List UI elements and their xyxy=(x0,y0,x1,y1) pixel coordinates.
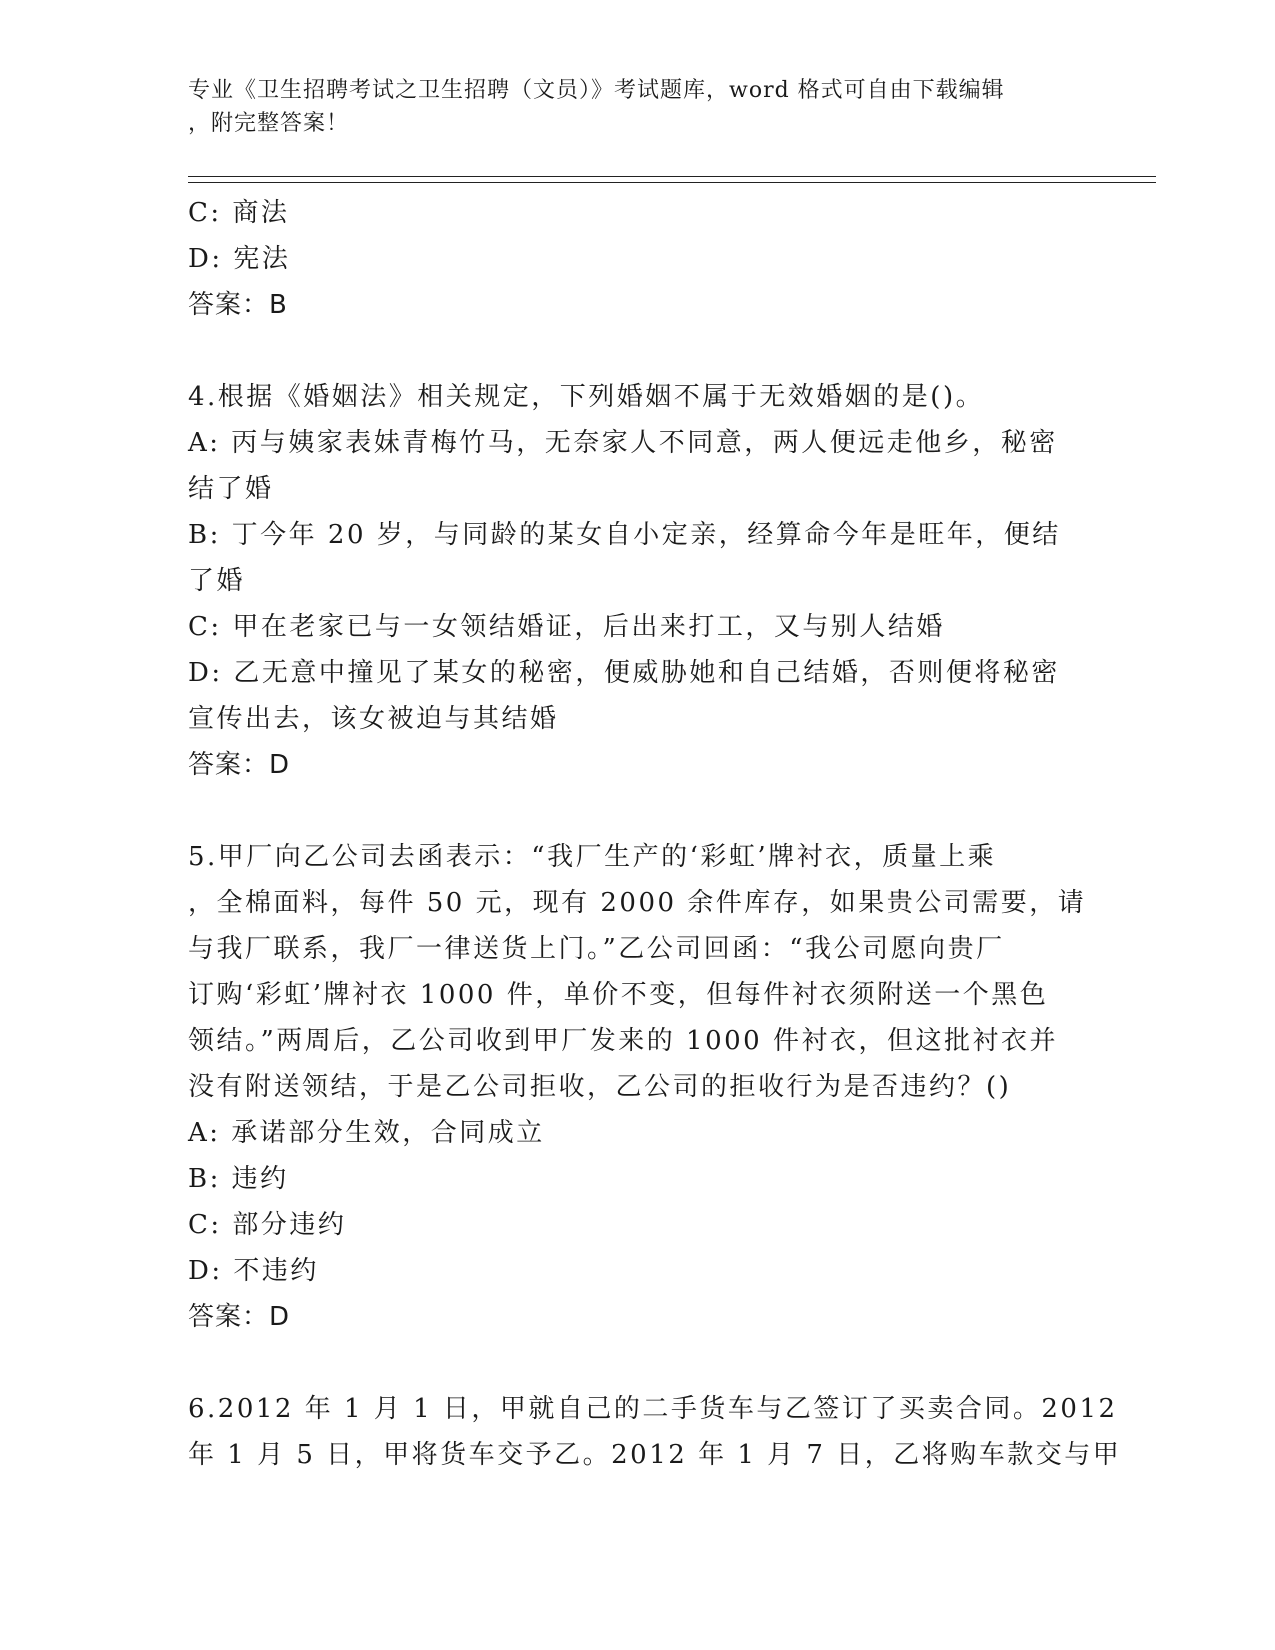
option-c: C: 部分违约 xyxy=(188,1210,347,1240)
header-line-1: 专业《卫生招聘考试之卫生招聘（文员）》考试题库，word 格式可自由下载编辑 xyxy=(188,78,1005,103)
question-6 xyxy=(188,1386,1122,1478)
option-a: A: 承诺部分生效，合同成立 xyxy=(188,1118,545,1148)
question-stem-line: ，全棉面料，每件 50 元，现有 2000 余件库存，如果贵公司需要，请 xyxy=(188,888,1087,918)
question-stem-line: 订购‘彩虹’牌衬衣 1000 件，单价不变，但每件衬衣须附送一个黑色 xyxy=(188,980,1049,1010)
question-stem-line: 没有附送领结，于是乙公司拒收，乙公司的拒收行为是否违约？() xyxy=(188,1072,1012,1102)
question-5 xyxy=(188,834,1088,1340)
header-line-2: ，附完整答案！ xyxy=(188,111,350,136)
option-c: C: 商法 xyxy=(188,198,290,228)
question-4 xyxy=(188,374,1088,788)
option-d: D: 不违约 xyxy=(188,1256,319,1286)
option-b: B: 丁今年 20 岁，与同龄的某女自小定亲，经算命今年是旺年，便结 xyxy=(188,520,1061,550)
option-a-cont: 结了婚 xyxy=(188,474,274,504)
option-b: B: 违约 xyxy=(188,1164,289,1194)
question-3-tail xyxy=(188,190,1088,328)
answer: 答案：D xyxy=(188,1302,291,1332)
option-c: C: 甲在老家已与一女领结婚证，后出来打工，又与别人结婚 xyxy=(188,612,945,642)
question-stem-line: 与我厂联系，我厂一律送货上门。”乙公司回函：“我公司愿向贵厂 xyxy=(188,934,1005,964)
header-divider-bottom xyxy=(188,182,1156,183)
option-a: A: 丙与姨家表妹青梅竹马，无奈家人不同意，两人便远走他乡，秘密 xyxy=(188,428,1058,458)
question-stem-line: 领结。”两周后，乙公司收到甲厂发来的 1000 件衬衣，但这批衬衣并 xyxy=(188,1026,1058,1056)
answer: 答案：D xyxy=(188,750,291,780)
option-d: D: 宪法 xyxy=(188,244,291,274)
option-d-cont: 宣传出去，该女被迫与其结婚 xyxy=(188,704,559,734)
page-header xyxy=(188,74,1068,140)
question-stem-line: 年 1 月 5 日，甲将货车交予乙。2012 年 1 月 7 日，乙将购车款交与甲 xyxy=(188,1440,1122,1470)
option-d: D: 乙无意中撞见了某女的秘密，便威胁她和自己结婚，否则便将秘密 xyxy=(188,658,1060,688)
spacer xyxy=(188,328,1088,374)
option-b-cont: 了婚 xyxy=(188,566,246,596)
question-stem-line: 6.2012 年 1 月 1 日，甲就自己的二手货车与乙签订了买卖合同。2012 xyxy=(188,1394,1118,1424)
spacer xyxy=(188,788,1088,834)
question-stem: 4.根据《婚姻法》相关规定，下列婚姻不属于无效婚姻的是()。 xyxy=(188,382,985,412)
answer: 答案：B xyxy=(188,290,288,320)
question-stem-line: 5.甲厂向乙公司去函表示：“我厂生产的‘彩虹’牌衬衣，质量上乘 xyxy=(188,842,997,872)
header-divider-top xyxy=(188,176,1156,177)
question-content xyxy=(188,190,1122,1478)
spacer xyxy=(188,1340,1088,1386)
